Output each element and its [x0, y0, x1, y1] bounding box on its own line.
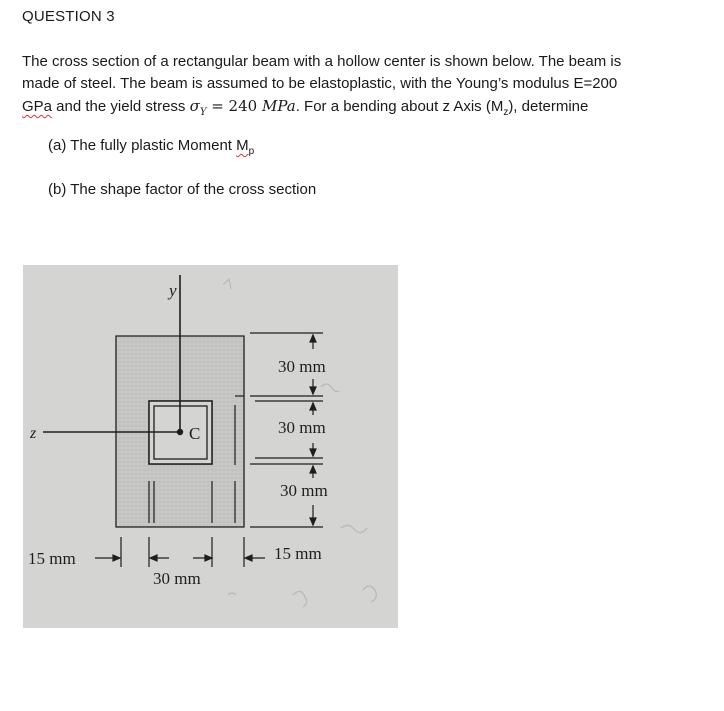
- dim-left-wall-label: 15 mm: [28, 549, 76, 568]
- cross-section-diagram: [23, 265, 398, 628]
- z-axis-label: z: [30, 425, 37, 442]
- dim-middle-label: 30 mm: [278, 418, 326, 437]
- centroid-label: C: [189, 424, 201, 443]
- dim-hole-width-label: 30 mm: [153, 569, 201, 588]
- determine-text: ), determine: [508, 98, 589, 115]
- question-heading: QUESTION 3: [22, 8, 115, 25]
- yield-stress-text: and the yield stress: [52, 98, 190, 115]
- question-line-1: The cross section of a rectangular beam with a hollow center is shown below. The beam is: [22, 53, 622, 70]
- part-b: (b) The shape factor of the cross section: [48, 181, 317, 198]
- dim-top-label: 30 mm: [278, 357, 326, 376]
- question-line-2: made of steel. The beam is assumed to be elastoplastic, with the Young’s modulus E=200: [22, 75, 618, 92]
- plastic-moment-symbol: $M_p$: [236, 137, 255, 157]
- moment-subscript: z: [503, 107, 509, 118]
- yield-stress-symbol: $\sigma_Y = 240$ MPa: [189, 97, 296, 118]
- dim-right-wall-label: 15 mm: [274, 544, 322, 563]
- cross-section-figure: [23, 265, 398, 628]
- question-line-3: [22, 95, 682, 124]
- gpa-unit: GPa: [22, 98, 53, 115]
- y-axis-label: y: [169, 281, 177, 300]
- centroid-dot: [177, 429, 183, 435]
- part-a: [48, 137, 254, 157]
- part-a-text: (a) The fully plastic Moment: [48, 137, 237, 154]
- question-body: [22, 51, 682, 124]
- bending-text: . For a bending about z Axis (M: [295, 98, 504, 115]
- dim-bottom-label: 30 mm: [280, 481, 328, 500]
